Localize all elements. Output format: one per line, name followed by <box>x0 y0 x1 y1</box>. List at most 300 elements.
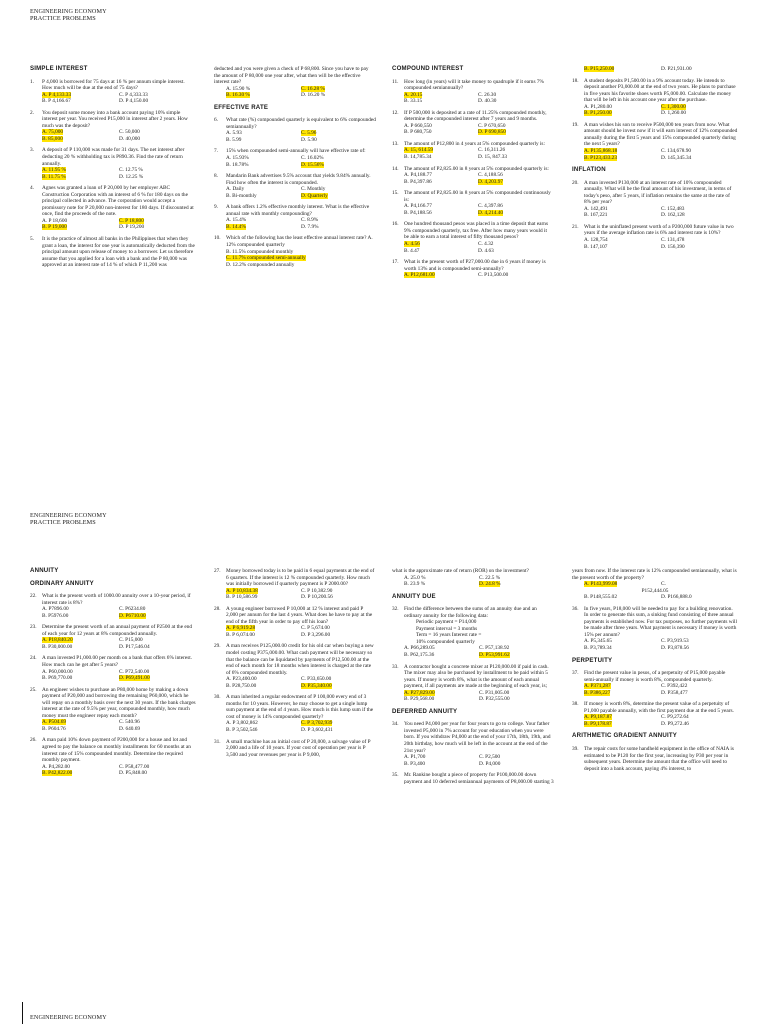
question-row <box>572 746 738 772</box>
answer-text: C. 134,678.90 <box>661 148 692 155</box>
question-row <box>214 739 376 759</box>
list-text: B. 11.5% compounded monthly <box>226 248 294 255</box>
question-text: The amount of P2,825.00 in 8 years at 5% compounded quarterly is: <box>404 165 549 172</box>
question-number: 1. <box>30 78 34 85</box>
question-number: 10. <box>214 235 221 242</box>
answer-text: C. P13,500.00 <box>478 272 509 279</box>
answer-choice <box>226 92 301 99</box>
question-body <box>584 180 738 206</box>
answer-choice <box>119 613 196 620</box>
answer-choices <box>214 676 376 689</box>
page-1-column-2 <box>214 66 376 273</box>
answer-choice <box>404 696 479 703</box>
answer-text: C. P392,422 <box>661 683 688 690</box>
answer-choice <box>119 98 196 105</box>
question <box>392 606 554 658</box>
question-number: 38. <box>572 701 579 708</box>
question <box>214 204 376 230</box>
question-row <box>392 221 552 241</box>
answer-choices <box>572 714 738 727</box>
answer-text: C. Monthly <box>301 186 326 193</box>
question-number: 20. <box>572 179 579 186</box>
highlighted-answer: A. 4.56 <box>404 241 420 248</box>
answer-text: B. Bi-monthly <box>226 192 257 199</box>
header-title: ENGINEERING ECONOMY <box>30 1014 107 1021</box>
question-row <box>214 606 376 626</box>
answer-text: A. P66,289.05 <box>404 645 435 652</box>
answer-text: C. P57,138.92 <box>479 645 510 652</box>
answer-choice <box>661 66 738 73</box>
answer-text: D. P 4,150.00 <box>119 98 149 105</box>
answer-text: D. 162,128 <box>661 212 685 219</box>
highlighted-answer: D. 4,203.97 <box>478 178 504 185</box>
highlighted-answer: A. P18,840.20 <box>42 637 73 644</box>
answer-choice <box>584 721 661 728</box>
answer-choices <box>572 237 738 250</box>
answer-text: B. P62,175.36 <box>404 652 435 659</box>
list-text: Term = 16 years Interest rate = <box>416 632 482 639</box>
answer-text: C. P58,477.00 <box>119 763 150 770</box>
question-row <box>214 568 376 588</box>
question-text: A man wishes his son to receive P500,000 ten years from now. What amount should he invest now if it will earn interest of 12% compounded annually during the first 5 years and 15% compounded quarterly during the next 5 years? <box>584 121 738 148</box>
list-line <box>226 262 376 269</box>
answer-choice <box>584 212 661 219</box>
answer-text: C. P72,540.00 <box>119 668 150 675</box>
answer-text: B. P69,770.00 <box>42 675 73 682</box>
answer-choices <box>392 272 552 279</box>
question-number: 9. <box>214 204 218 211</box>
answer-text: A. 15.90 % <box>226 85 251 92</box>
question-number: 39. <box>572 746 579 753</box>
question-row <box>572 180 738 206</box>
question-body <box>404 772 554 785</box>
question-text: It is the practice of almost all banks in the Philippines that when they grant a loan, the interest for one year is automatically deducted from the principal amount upon release of money to a borrower. Let us therefore assume that you applied for a loan with a bank and the P 80,000 was approved at an interest rate of 14 % of which P 11,200 was <box>42 236 195 269</box>
highlighted-answer: A. P135,868.18 <box>584 148 618 155</box>
answer-text: C. 50,000 <box>119 129 140 136</box>
answer-text: C. 8.9% <box>301 217 319 224</box>
answer-text: D. 145,345.34 <box>661 154 692 161</box>
question-text: Agnes was granted a loan of P 20,000 by her employer ABC Construction Corporation with an interest of 6 % for 180 days on the principal collected in advance. The corporation would accept a promissory note for P 20,000 non-interest for 180 days. If discounted at once, find the proceeds of the note. <box>42 185 194 218</box>
answer-choice <box>226 683 301 690</box>
question-body <box>226 173 376 186</box>
header-title: ENGINEERING ECONOMY <box>30 512 107 519</box>
answer-text: B. 23.9 % <box>404 581 426 588</box>
question-text: Find the difference between the sums of an annuity due and an ordinary annuity for the following data: <box>404 606 537 619</box>
question-row <box>572 122 738 148</box>
question-text: Find the present value in pesos, of a perpetuity of P15,000 payable semi-annually if money is worth 8%, compounded quarterly. <box>584 670 726 683</box>
answer-choice <box>478 179 552 186</box>
answer-text: B. P30,000.00 <box>42 643 73 650</box>
answer-choices <box>392 575 554 588</box>
question-number: 26. <box>30 737 37 744</box>
question-continuation <box>214 66 376 99</box>
question <box>30 737 196 776</box>
question-number: 11. <box>392 78 399 85</box>
question-number: 34. <box>392 721 399 728</box>
answer-choice <box>404 272 478 279</box>
question <box>572 122 738 161</box>
list-text: D. 12.2% compounded annually <box>226 261 295 268</box>
highlighted-answer: D. 4,214.40 <box>478 209 504 216</box>
question-row <box>30 593 196 606</box>
question-text: A contractor bought a concrete mixer at P120,000.00 if paid in cash. The mixer may also be purchased by installment to be paid within 5 years. If money is worth 8%, what is the amount of each annual payment, if all payments are made at the beginning of each year, is; <box>404 663 549 690</box>
question-number: 7. <box>214 148 218 155</box>
question-body <box>42 185 196 218</box>
page-1-header <box>30 8 107 23</box>
answer-choice <box>119 174 196 181</box>
answer-choice <box>479 761 554 768</box>
question-text: What is the present worth of P27,000.00 due in 6 years if money is worth 13% and is compounded semi-annually? <box>404 259 546 272</box>
question-text: A man inherited a regular endowment of P 100,000 every end of 3 months for 10 years. However, he may choose to get a single lump sum payment at the end of 4 years. How much is this lump sum if the cost of money is 14% compounded quarterly? <box>226 694 374 720</box>
question <box>572 670 738 696</box>
question-body <box>226 204 376 217</box>
question-row <box>214 643 376 676</box>
answer-text: B. P 4,166.67 <box>42 98 71 105</box>
answer-choice <box>584 66 661 73</box>
answer-choice <box>404 210 478 217</box>
answer-text: C. P 10,382.90 <box>301 587 333 594</box>
answer-choice <box>301 224 376 231</box>
answer-text: D. 1,260.00 <box>661 110 687 117</box>
answer-text: B. 167,221 <box>584 212 608 219</box>
answer-choice <box>404 248 478 255</box>
question-body <box>584 746 738 772</box>
answer-text: B. P28,750.00 <box>226 682 257 689</box>
page-1-column-3 <box>392 66 552 284</box>
question-number: 8. <box>214 173 218 180</box>
question-number: 23. <box>30 624 37 631</box>
question <box>30 687 196 733</box>
question-text: P 4,000 is borrowed for 75 days at 16 % per annum simple interest. How much will be due at the end of 75 days? <box>42 78 185 92</box>
question-body <box>42 147 196 167</box>
answer-choice <box>301 727 376 734</box>
answer-choices <box>30 218 196 231</box>
question-body <box>584 122 738 148</box>
section-heading: PERPETUITY <box>572 656 613 664</box>
question <box>214 694 376 733</box>
answer-text: D. P358,477 <box>661 689 688 696</box>
list-text: Periodic payment = P14,000 <box>416 619 477 626</box>
question-row <box>30 185 196 218</box>
question-body <box>42 110 196 130</box>
answer-choices <box>572 638 738 651</box>
answer-choices <box>30 669 196 682</box>
answer-text: A. P4,188.77 <box>404 172 432 179</box>
answer-choice <box>301 594 376 601</box>
answer-choice <box>479 652 554 659</box>
question-text: Money borrowed today is to be paid in 6 equal payments at the end of 6 quarters. If the interest is 12 % compounded quarterly. How much was initially borrowed if quarterly payment is P 2000.00? <box>226 568 375 588</box>
answer-choices <box>572 66 738 73</box>
section-heading: ARITHMETIC GRADIENT ANNUITY <box>572 732 678 740</box>
answer-choices <box>392 172 552 185</box>
answer-choice <box>661 244 738 251</box>
answer-choices <box>30 719 196 732</box>
question-row <box>30 655 196 668</box>
question-body <box>226 739 376 759</box>
answer-choice <box>661 594 738 601</box>
highlighted-answer: C. 1,300.00 <box>661 103 686 110</box>
highlighted-answer: D. 24.8 % <box>479 581 501 588</box>
question-text: One hundred thousand pesos was placed in a time deposit that earns 9% compounded quarterly, tax free. After how many years would it be able to earn a total interest of fifty thousand pesos? <box>404 221 549 241</box>
answer-choice <box>584 690 661 697</box>
question-row <box>214 117 376 130</box>
answer-choice-continuation: P152,444.05 <box>641 587 669 594</box>
question-number: 29. <box>214 643 221 650</box>
section-heading: ANNUITY DUE <box>392 592 436 600</box>
answer-text: A. P 18,600 <box>42 217 68 224</box>
highlighted-answer: B. 14.4% <box>226 223 246 230</box>
question-number: 33. <box>392 663 399 670</box>
answer-text: C. <box>661 581 666 588</box>
highlighted-answer: D. 15.56% <box>301 161 324 168</box>
question-text: What is the present worth of 1000.00 annuity over a 10-year period, if interest rate is 8%? <box>42 593 191 606</box>
answer-choice <box>301 193 376 200</box>
answer-choices <box>392 690 554 703</box>
highlighted-answer: A. P27,829.00 <box>404 689 435 696</box>
question-text: A young engineer borrowed P 10,000 at 12 % interest and paid P 2,000 per annum for the last 4 years. What does he have to pay at the end of the fifth year in order to pay off his loan? <box>226 605 373 625</box>
answer-choice <box>226 224 301 231</box>
question <box>572 701 738 727</box>
answer-choices <box>30 167 196 180</box>
question-row <box>392 110 552 123</box>
question-body <box>404 259 552 272</box>
answer-choice <box>584 155 661 162</box>
answer-text: C. P9,272.64 <box>661 714 689 721</box>
highlighted-answer: B. 16.30 % <box>226 92 250 99</box>
answer-choice <box>42 174 119 181</box>
answer-choices <box>30 129 196 142</box>
question-text: How long (in years) will it take money to quadruple if it earns 7% compounded semiannually? <box>404 78 544 92</box>
question-row <box>30 687 196 720</box>
answer-text: A. 142,491 <box>584 205 608 212</box>
answer-text: D. P32,555.00 <box>479 696 510 703</box>
highlighted-answer: B. P1,250.00 <box>584 110 612 117</box>
margin-rule <box>22 1002 23 1024</box>
question-body <box>404 664 554 690</box>
question-number: 14. <box>392 165 399 172</box>
question-number: 2. <box>30 109 34 116</box>
highlighted-answer: A. P143,999.08 <box>584 581 618 588</box>
page-2-column-2 <box>214 568 376 763</box>
answer-choices <box>214 186 376 199</box>
answer-choice <box>661 110 738 117</box>
page-2-column-1 <box>30 568 196 782</box>
answer-text: C. 152,483 <box>661 205 685 212</box>
page-2-header <box>30 512 107 527</box>
question-body <box>42 687 196 720</box>
answer-choice <box>42 675 119 682</box>
answer-text: B. P4,397.86 <box>404 178 432 185</box>
answer-choice <box>42 224 119 231</box>
question-row <box>572 701 738 714</box>
question-text: You need P4,000 per year for four years to go to college. Your father invested P5,000 in 7% account for your education when you were born. If you withdraw P4,000 at the end of your 17th, 18th, 19th, and 20th birthday, how much will be left in the account at the end of the 21st year? <box>404 721 551 754</box>
answer-choice <box>404 652 479 659</box>
page-2-column-3 <box>392 568 554 790</box>
answer-choices <box>572 206 738 219</box>
section-heading: INFLATION <box>572 166 606 174</box>
answer-choice <box>404 179 478 186</box>
answer-choices <box>392 241 552 254</box>
highlighted-answer: A. P12,681.00 <box>404 272 435 279</box>
answer-text: A. 25.0 % <box>404 574 426 581</box>
answer-choices <box>214 720 376 733</box>
answer-text: C. P33,650.00 <box>301 676 332 683</box>
question-body <box>404 221 552 241</box>
answer-choice <box>301 137 376 144</box>
question-number: 19. <box>572 121 579 128</box>
page-3 <box>0 1002 768 1024</box>
question-body <box>226 694 376 720</box>
answer-text: B. P 680,750 <box>404 129 432 136</box>
question-text: A bank offers 1.2% effective monthly interest. What is the effective annual rate with monthly compounding? <box>226 204 370 217</box>
question <box>572 606 738 652</box>
header-subtitle: PRACTICE PROBLEMS <box>30 519 96 527</box>
highlighted-answer: B. 85,000 <box>42 135 63 142</box>
answer-choice <box>42 770 119 777</box>
answer-choice <box>404 761 479 768</box>
answer-text: D. P4,000 <box>479 760 501 767</box>
question-number: 32. <box>392 606 399 613</box>
answer-text: D. 12.25 % <box>119 173 144 180</box>
highlighted-answer: B. P42,822.00 <box>42 770 73 777</box>
answer-choices <box>572 683 738 696</box>
question-number: 28. <box>214 605 221 612</box>
answer-text: C. P 670,650 <box>478 122 506 129</box>
section-heading: DEFERRED ANNUITY <box>392 707 458 715</box>
question-body <box>584 701 738 714</box>
question-number: 15. <box>392 190 399 197</box>
question-row <box>214 204 376 217</box>
question <box>572 224 738 250</box>
page-1-column-4 <box>572 66 738 255</box>
answer-choice <box>119 224 196 231</box>
answer-text: D. P5,848.00 <box>119 770 147 777</box>
answer-text: C. P 5,674.00 <box>301 625 330 632</box>
answer-text: C. 22.5 % <box>479 574 501 581</box>
answer-text: A. P23,400.00 <box>226 676 257 683</box>
answer-choice <box>404 154 478 161</box>
list-text: Payment interval = 3 months <box>416 625 478 632</box>
answer-text: B. P 3,502,546 <box>226 727 258 734</box>
question-row <box>30 624 196 637</box>
question <box>30 147 196 180</box>
question-body <box>42 593 196 606</box>
answer-text: B. 14,785.34 <box>404 154 432 161</box>
answer-choice <box>42 98 119 105</box>
question-row <box>30 147 196 167</box>
answer-choice <box>661 721 738 728</box>
highlighted-answer: A. P 4,133.33 <box>42 91 72 98</box>
answer-text: B. 33.15 <box>404 98 423 105</box>
answer-text: C. 16.02% <box>301 155 324 162</box>
answer-text: C. 4,397.86 <box>478 203 503 210</box>
question-text: 15% when compounded semi-annually will have effective rate of: <box>226 148 366 155</box>
answer-choices <box>30 92 196 105</box>
question <box>30 185 196 231</box>
answer-choice <box>119 770 196 777</box>
answer-choice <box>226 727 301 734</box>
page-2 <box>0 512 768 1002</box>
question-text: Determine the present worth of an annual payment of P2500 at the end of each year for 12 years at 8% compounded annually. <box>42 624 193 637</box>
question-body <box>226 117 376 130</box>
question-row <box>572 78 738 104</box>
answer-text: C. 12.75 % <box>119 167 143 174</box>
answer-choice <box>119 726 196 733</box>
answer-text: D. 156,390 <box>661 243 685 250</box>
answer-choice <box>226 137 301 144</box>
answer-text: A. P5,345.65 <box>584 638 612 645</box>
highlighted-answer: D. P 690,850 <box>478 129 506 136</box>
question-row <box>392 772 554 785</box>
question-text: Which of the following has the least effective annual interest rate? A. 12% compounded quarterly <box>226 235 373 249</box>
answer-choices <box>214 217 376 230</box>
section-heading: SIMPLE INTEREST <box>30 65 88 72</box>
answer-choices <box>214 588 376 601</box>
question <box>214 117 376 143</box>
answer-text: C. 4.32 <box>478 241 494 248</box>
question-body <box>42 79 196 92</box>
answer-text: D. P17,546.04 <box>119 643 150 650</box>
question-row <box>214 694 376 720</box>
question-body <box>226 606 376 626</box>
answer-text: A. P1,700 <box>404 754 426 761</box>
answer-text: D. P 3,296.00 <box>301 631 331 638</box>
answer-choices <box>30 637 196 650</box>
question-row <box>572 670 738 683</box>
answer-choices <box>392 123 552 136</box>
answer-text: D. P166,888.0 <box>661 594 692 601</box>
question <box>214 643 376 689</box>
answer-choice <box>661 645 738 652</box>
answer-choice <box>478 98 552 105</box>
question-body <box>584 606 738 639</box>
highlighted-answer: A. P 6,919.28 <box>226 625 256 632</box>
question <box>214 235 376 268</box>
answer-choice <box>42 613 119 620</box>
section-heading: ORDINARY ANNUITY <box>30 579 94 587</box>
answer-choice <box>119 675 196 682</box>
question-text: A man receives P125,000.00 credit for his old car when buying a new model costing P375,000.00. What cash payment will be necessary so that the balance can be liquidated by payments of P12,500.00 at the end of each month for 18 months when interest is charged at the rate of 6% compounded monthly. <box>226 643 374 676</box>
answer-choice <box>226 193 301 200</box>
question <box>572 78 738 117</box>
question-number: 24. <box>30 655 37 662</box>
answer-choices <box>392 92 552 105</box>
answer-text: C. 540.96 <box>119 719 140 726</box>
question <box>392 772 554 785</box>
question-row <box>392 721 554 754</box>
answer-choice <box>479 581 554 588</box>
question-number: 25. <box>30 686 37 693</box>
question-row <box>392 664 554 690</box>
highlighted-answer: B. P9,178.87 <box>584 720 612 727</box>
question <box>214 606 376 639</box>
answer-choice <box>42 644 119 651</box>
answer-choice <box>584 244 661 251</box>
answer-text: D. 4.63 <box>478 247 494 254</box>
answer-text: B. P 6,074.00 <box>226 631 255 638</box>
question-number: 17. <box>392 259 399 266</box>
section-heading: ANNUITY <box>30 567 59 574</box>
highlighted-answer: B. 11.75 % <box>42 173 66 180</box>
answer-choice <box>478 154 552 161</box>
question <box>214 568 376 601</box>
question-text: If money is worth 8%, determine the present value of a perpetuity of P1,000 payable annually, with the first payment due at the end 5 years. <box>584 701 734 714</box>
answer-text: B. 18.78% <box>226 161 249 168</box>
highlighted-answer: C. 11.7% compounded semi-annually <box>226 255 306 262</box>
answer-choice <box>478 248 552 255</box>
answer-text: A. 15.4% <box>226 217 247 224</box>
question-number: 6. <box>214 117 218 124</box>
